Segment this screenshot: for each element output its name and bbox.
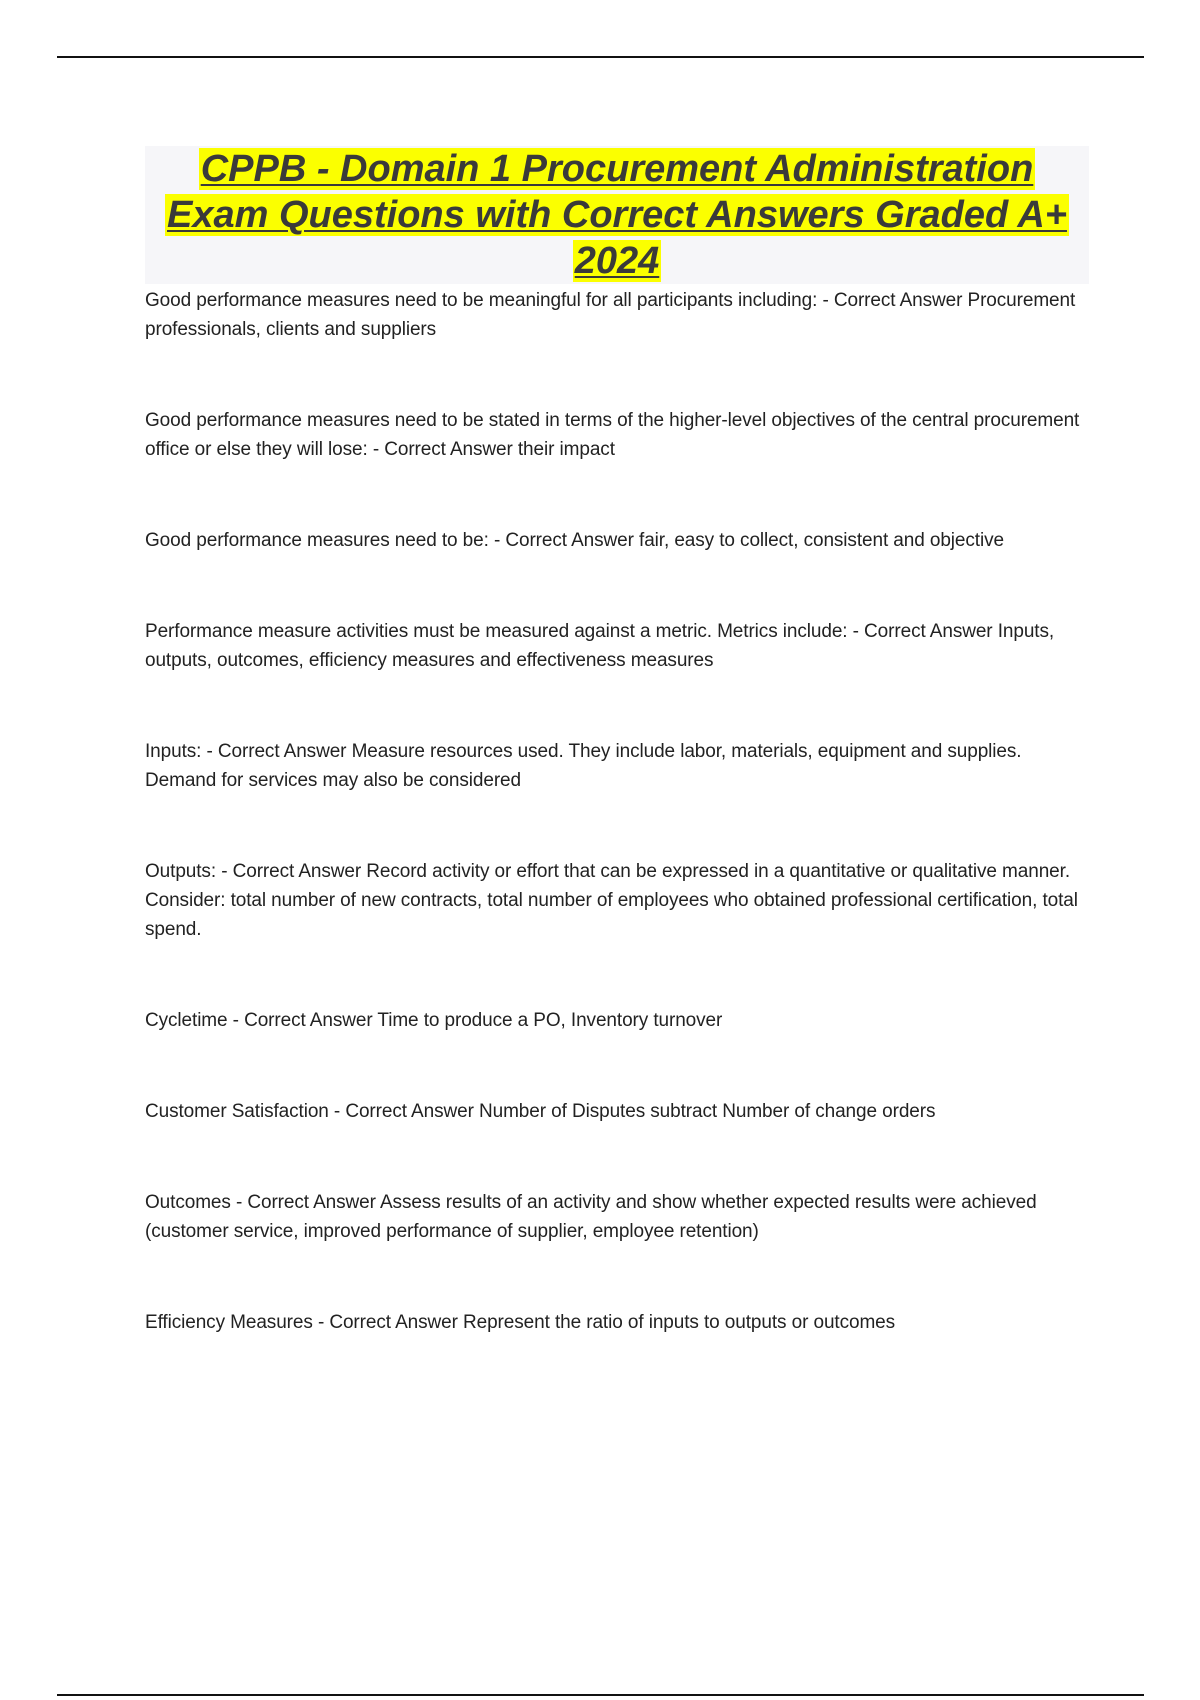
qa-item: Good performance measures need to be: - Correct Answer fair, easy to collect, consistent and objective	[145, 530, 1004, 551]
qa-item: Good performance measures need to be stated in terms of the higher-level objectives of the central procurement office or else they will lose: - Correct Answer their impact	[145, 410, 1080, 460]
qa-item: Inputs: - Correct Answer Measure resources used. They include labor, materials, equipment and supplies. Demand for services may also be considered	[145, 741, 1022, 791]
qa-item: Good performance measures need to be meaningful for all participants including: - Correct Answer Procurement professionals, clients and suppliers	[145, 290, 1076, 340]
qa-item: Cycletime - Correct Answer Time to produce a PO, Inventory turnover	[145, 1010, 723, 1031]
qa-item: Outcomes - Correct Answer Assess results of an activity and show whether expected results were achieved (customer service, improved performance of supplier, employee retention)	[145, 1192, 1037, 1242]
footer-rule	[57, 1694, 1144, 1696]
qa-item: Efficiency Measures - Correct Answer Represent the ratio of inputs to outputs or outcomes	[145, 1312, 896, 1333]
document-title: CPPB - Domain 1 Procurement Administration Exam Questions with Correct Answers Graded A+ 2024	[167, 148, 1067, 282]
qa-item: Outputs: - Correct Answer Record activity or effort that can be expressed in a quantitative or qualitative manner. Consider: total number of new contracts, total number of employees who obtained professional certification, total spend.	[145, 861, 1078, 940]
header-rule	[57, 56, 1144, 58]
title-block	[145, 146, 1089, 284]
qa-item: Performance measure activities must be measured against a metric. Metrics include: - Correct Answer Inputs, outputs, outcomes, efficiency measures and effectiveness measures	[145, 621, 1055, 671]
qa-item: Customer Satisfaction - Correct Answer Number of Disputes subtract Number of change orders	[145, 1101, 936, 1122]
